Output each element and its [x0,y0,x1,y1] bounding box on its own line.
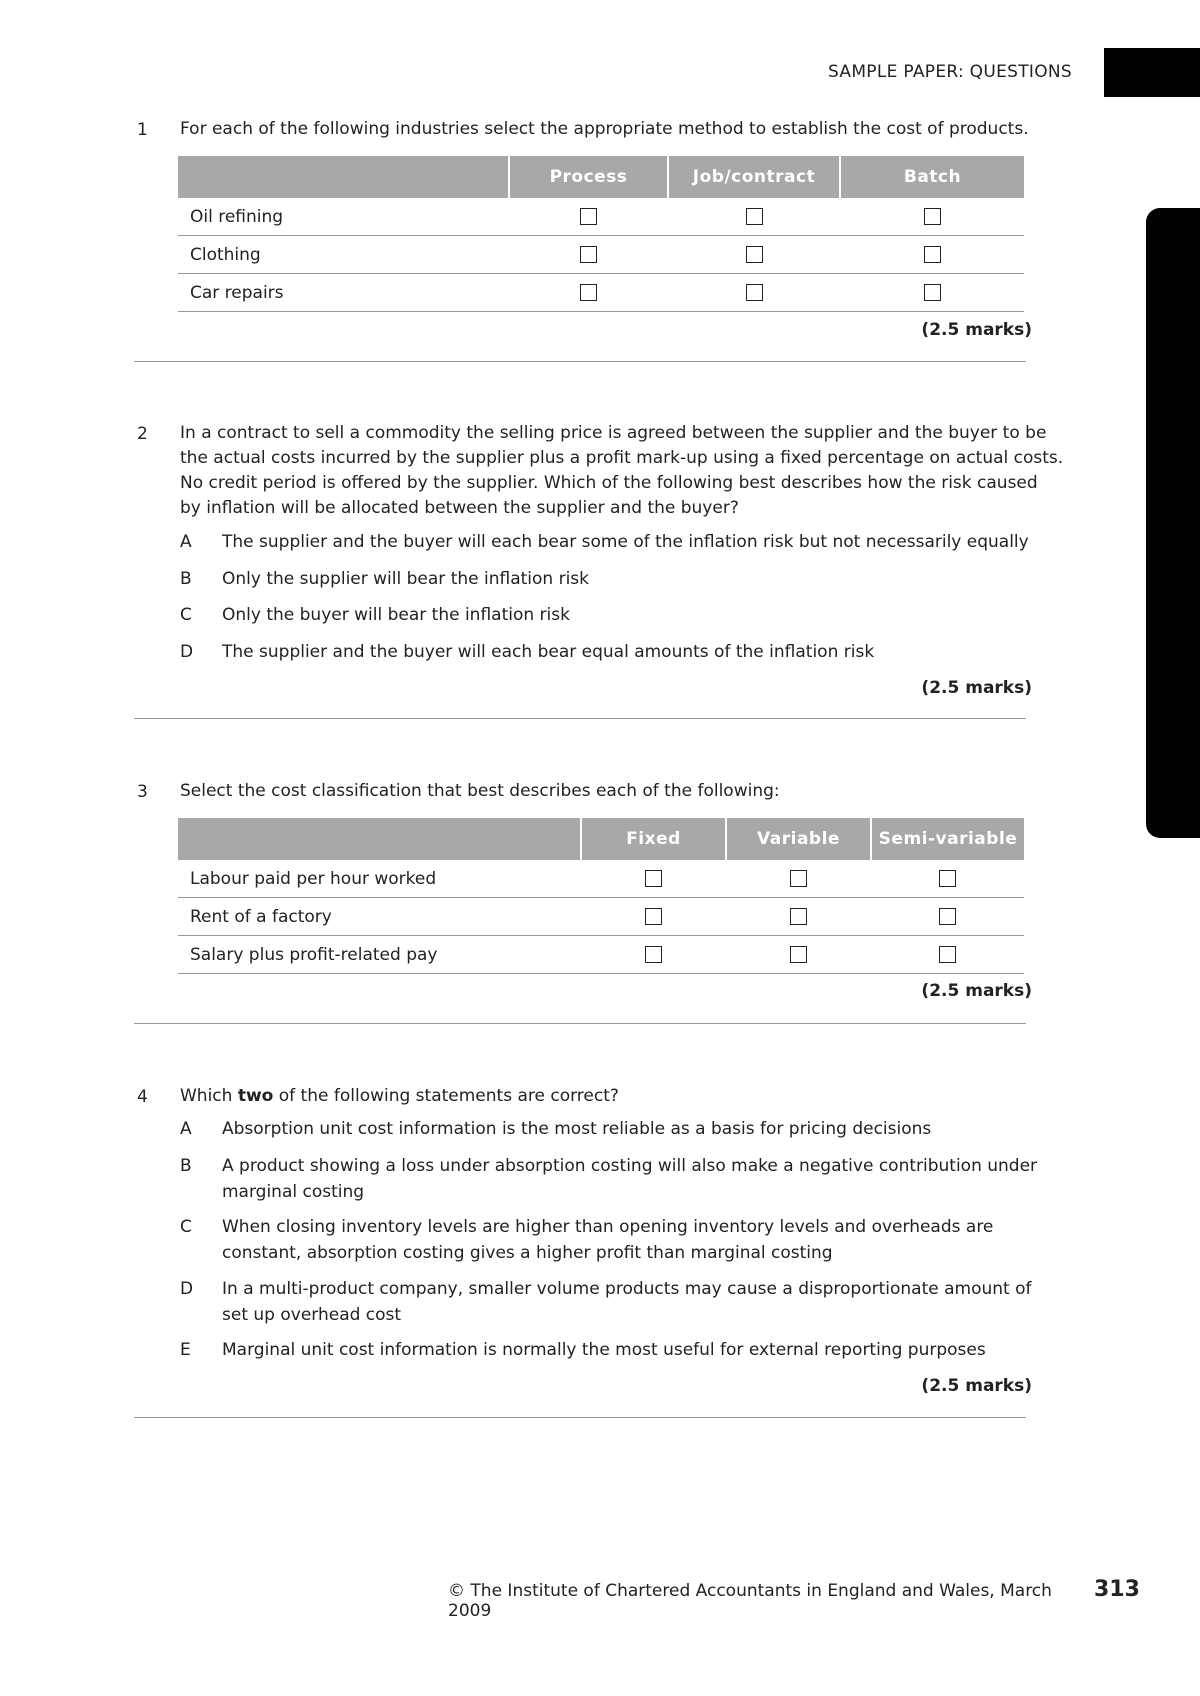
q4-number: 4 [137,1087,148,1107]
q1-number: 1 [137,120,148,140]
q4-text-post: of the following statements are correct? [273,1086,619,1106]
option-line: Absorption unit cost information is the most reliable as a basis for pricing decisions [222,1119,932,1139]
option-line: In a multi-product company, smaller volume products may cause a disproportionate amount of [222,1279,1032,1299]
option-line: When closing inventory levels are higher than opening inventory levels and overheads are [222,1217,994,1237]
q2-text-line: the actual costs incurred by the supplier plus a profit mark-up using a fixed percentage on actual costs. [180,448,1064,468]
option-letter: C [180,605,192,625]
q2-marks: (2.5 marks) [921,678,1032,698]
table-row [178,198,1024,236]
option-line: marginal costing [222,1182,365,1202]
checkbox[interactable] [790,946,807,963]
q3-col-header: Variable [726,818,871,860]
q1-marks: (2.5 marks) [921,320,1032,340]
option-letter: B [180,1156,192,1176]
option-text [222,1116,1102,1142]
checkbox[interactable] [746,208,763,225]
table-row [178,898,1024,936]
header-black-tab [1104,48,1200,97]
option-letter: A [180,1119,192,1139]
q3-row-label: Labour paid per hour worked [178,860,581,898]
option-text [222,1214,1102,1266]
checkbox[interactable] [580,246,597,263]
table-row [178,274,1024,312]
q4-text [180,1084,619,1109]
table-row [178,236,1024,274]
checkbox[interactable] [939,870,956,887]
option-letter: D [180,1279,194,1299]
q1-table [178,156,1024,312]
option-line: set up overhead cost [222,1305,402,1325]
option-letter: C [180,1217,192,1237]
option-line: A product showing a loss under absorption costing will also make a negative contribution under [222,1156,1038,1176]
q2-text-line: In a contract to sell a commodity the selling price is agreed between the supplier and the buyer to be [180,423,1047,443]
q1-text: For each of the following industries select the appropriate method to establish the cost of products. [180,119,1029,139]
q1-col-header: Process [509,156,668,198]
checkbox[interactable] [580,284,597,301]
divider [134,361,1026,362]
checkbox[interactable] [939,908,956,925]
option-text: Only the buyer will bear the inflation risk [222,605,570,625]
option-letter: A [180,532,192,552]
option-letter: D [180,642,194,662]
copyright-line: © The Institute of Chartered Accountants in England and Wales, March [448,1581,1052,1601]
q1-col-header: Job/contract [668,156,840,198]
q1-row-label: Oil refining [178,198,509,236]
option-line: constant, absorption costing gives a higher profit than marginal costing [222,1243,833,1263]
option-text [222,1276,1102,1328]
q1-row-label: Car repairs [178,274,509,312]
divider [134,1023,1026,1024]
table-row [178,860,1024,898]
checkbox[interactable] [580,208,597,225]
option-text [222,1337,1102,1363]
checkbox[interactable] [924,246,941,263]
page-number: 313 [1094,1577,1140,1602]
option-text: The supplier and the buyer will each bear equal amounts of the inflation risk [222,642,875,662]
copyright-year: 2009 [448,1601,492,1621]
q3-number: 3 [137,782,148,802]
page-header-title: SAMPLE PAPER: QUESTIONS [828,62,1073,82]
table-row [178,936,1024,974]
footer-copyright [448,1581,1108,1621]
q2-text-line: No credit period is offered by the supplier. Which of the following best describes how the risk caused [180,473,1038,493]
option-letter: E [180,1340,191,1360]
q3-table [178,818,1024,974]
checkbox[interactable] [746,246,763,263]
option-text [222,1153,1102,1205]
checkbox[interactable] [645,946,662,963]
divider [134,718,1026,719]
checkbox[interactable] [746,284,763,301]
q4-text-pre: Which [180,1086,238,1106]
option-line: Marginal unit cost information is normally the most useful for external reporting purposes [222,1340,986,1360]
option-letter: B [180,569,192,589]
q3-text: Select the cost classification that best describes each of the following: [180,781,780,801]
option-text: Only the supplier will bear the inflation risk [222,569,590,589]
q4-marks: (2.5 marks) [921,1376,1032,1396]
q4-text-bold: two [237,1086,274,1106]
q3-row-label: Salary plus profit-related pay [178,936,581,974]
q3-col-header: Fixed [581,818,726,860]
q1-col-header: Batch [840,156,1024,198]
q3-row-label: Rent of a factory [178,898,581,936]
checkbox[interactable] [924,284,941,301]
side-black-tab [1146,208,1200,838]
q1-row-label: Clothing [178,236,509,274]
checkbox[interactable] [790,870,807,887]
checkbox[interactable] [924,208,941,225]
q2-text [180,421,1140,521]
q2-number: 2 [137,424,148,444]
checkbox[interactable] [645,908,662,925]
checkbox[interactable] [939,946,956,963]
divider [134,1417,1026,1418]
q3-marks: (2.5 marks) [921,981,1032,1001]
option-text: The supplier and the buyer will each bear some of the inflation risk but not necessarily equally [222,532,1029,552]
q2-text-line: by inflation will be allocated between the supplier and the buyer? [180,498,739,518]
checkbox[interactable] [645,870,662,887]
q3-col-header: Semi-variable [871,818,1024,860]
checkbox[interactable] [790,908,807,925]
